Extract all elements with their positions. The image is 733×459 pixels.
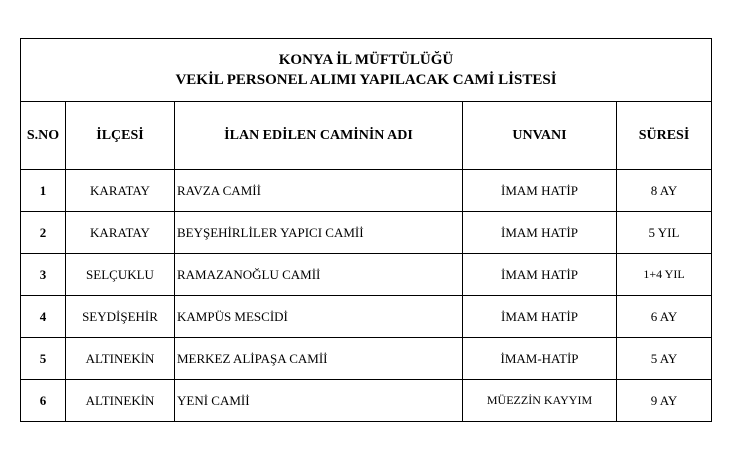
row-mosque-name: RAMAZANOĞLU CAMİİ xyxy=(175,254,463,296)
row-title: İMAM HATİP xyxy=(463,254,617,296)
row-sno: 5 xyxy=(21,338,66,380)
row-sno: 3 xyxy=(21,254,66,296)
row-duration: 1+4 YIL xyxy=(617,254,712,296)
row-mosque-name: YENİ CAMİİ xyxy=(175,380,463,422)
table-row xyxy=(21,380,712,422)
row-title: İMAM HATİP xyxy=(463,296,617,338)
row-district: SELÇUKLU xyxy=(66,254,175,296)
table-row xyxy=(21,212,712,254)
document-title xyxy=(21,39,712,102)
header-duration: SÜRESİ xyxy=(617,102,712,170)
header-mosque-name: İLAN EDİLEN CAMİNİN ADI xyxy=(175,102,463,170)
row-duration: 8 AY xyxy=(617,170,712,212)
row-sno: 6 xyxy=(21,380,66,422)
table-header-row xyxy=(21,102,712,170)
row-district: KARATAY xyxy=(66,170,175,212)
row-mosque-name: KAMPÜS MESCİDİ xyxy=(175,296,463,338)
row-title: İMAM HATİP xyxy=(463,212,617,254)
row-duration: 5 YIL xyxy=(617,212,712,254)
row-sno: 1 xyxy=(21,170,66,212)
header-title: UNVANI xyxy=(463,102,617,170)
row-mosque-name: MERKEZ ALİPAŞA CAMİİ xyxy=(175,338,463,380)
table-row xyxy=(21,254,712,296)
row-sno: 4 xyxy=(21,296,66,338)
row-district: ALTINEKİN xyxy=(66,380,175,422)
row-title: İMAM-HATİP xyxy=(463,338,617,380)
row-sno: 2 xyxy=(21,212,66,254)
header-sno: S.NO xyxy=(21,102,66,170)
row-mosque-name: BEYŞEHİRLİLER YAPICI CAMİİ xyxy=(175,212,463,254)
row-mosque-name: RAVZA CAMİİ xyxy=(175,170,463,212)
title-line-1: KONYA İL MÜFTÜLÜĞÜ xyxy=(278,52,454,68)
row-duration: 9 AY xyxy=(617,380,712,422)
table-row xyxy=(21,338,712,380)
row-duration: 6 AY xyxy=(617,296,712,338)
table-row xyxy=(21,170,712,212)
title-line-2: VEKİL PERSONEL ALIMI YAPILACAK CAMİ LİSTESİ xyxy=(175,72,557,88)
mosque-list-table xyxy=(20,38,712,422)
row-district: ALTINEKİN xyxy=(66,338,175,380)
row-duration: 5 AY xyxy=(617,338,712,380)
header-district: İLÇESİ xyxy=(66,102,175,170)
row-title: MÜEZZİN KAYYIM xyxy=(463,380,617,422)
row-district: KARATAY xyxy=(66,212,175,254)
row-title: İMAM HATİP xyxy=(463,170,617,212)
row-district: SEYDİŞEHİR xyxy=(66,296,175,338)
table-row xyxy=(21,296,712,338)
